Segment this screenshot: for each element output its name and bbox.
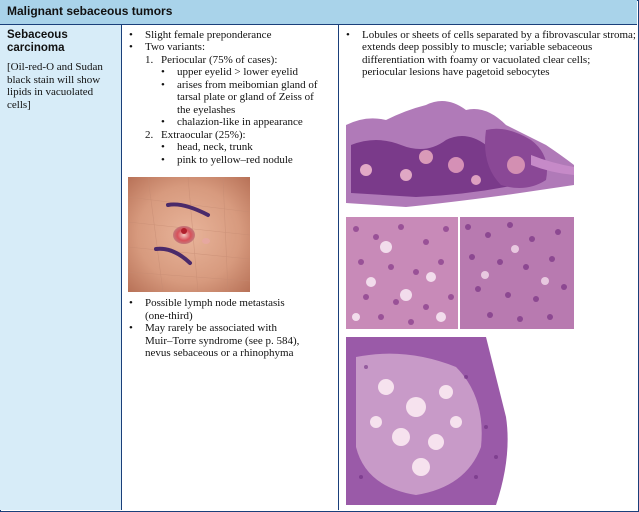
bullet: • bbox=[129, 29, 133, 41]
bullet: • bbox=[129, 297, 133, 309]
histology-column bbox=[339, 25, 637, 510]
sub-bullet: • bbox=[161, 116, 165, 128]
sub-bullet: • bbox=[161, 141, 165, 153]
histology-mid-power-image-left bbox=[346, 217, 458, 329]
two-variants-text: Two variants: bbox=[145, 41, 206, 53]
histology-low-power-image bbox=[346, 85, 574, 213]
pink-nodule-text: pink to yellow–red nodule bbox=[177, 154, 293, 166]
bullet: • bbox=[129, 41, 133, 53]
female-preponderance-text: Slight female preponderance bbox=[145, 29, 272, 41]
extraocular-text: Extraocular (25%): bbox=[161, 129, 246, 141]
upper-eyelid-text: upper eyelid > lower eyelid bbox=[177, 66, 299, 78]
list-number: 1. bbox=[145, 54, 154, 66]
stain-note: [Oil-red-O and Sudan black stain will show lipids in vacuolated cells] bbox=[7, 61, 103, 111]
chalazion-text: chalazion-like in appearance bbox=[177, 116, 303, 128]
muir-torre-text-line1: May rarely be associated with bbox=[145, 322, 277, 334]
histology-text-line1: Lobules or sheets of cells separated by a fibrovascular stroma; bbox=[362, 29, 636, 41]
lymph-node-text-line1: Possible lymph node metastasis bbox=[145, 297, 285, 309]
histology-text-line3: differentiation with foamy or vacuolated clear cells; bbox=[362, 54, 591, 66]
bullet: • bbox=[346, 29, 350, 41]
muir-torre-text-line2: Muir–Torre syndrome (see p. 584), bbox=[145, 335, 300, 347]
sub-bullet: • bbox=[161, 66, 165, 78]
sub-bullet: • bbox=[161, 79, 165, 91]
clinical-photo bbox=[128, 177, 250, 292]
lymph-node-text-line2: (one-third) bbox=[145, 310, 193, 322]
histology-text-line2: extends deep possibly to muscle; variable sebaceous bbox=[362, 41, 593, 53]
periocular-text: Periocular (75% of cases): bbox=[161, 54, 278, 66]
muir-torre-text-line3: nevus sebaceous or a rhinophyma bbox=[145, 347, 294, 359]
table-title: Malignant sebaceous tumors bbox=[7, 4, 173, 18]
clinical-column bbox=[122, 25, 339, 510]
bullet: • bbox=[129, 322, 133, 334]
head-neck-trunk-text: head, neck, trunk bbox=[177, 141, 253, 153]
table-header bbox=[0, 0, 637, 25]
histology-text-line4: periocular lesions have pagetoid sebocytes bbox=[362, 66, 550, 78]
sub-bullet: • bbox=[161, 154, 165, 166]
arises-text-line1: arises from meibomian gland of bbox=[177, 79, 318, 91]
tumor-name: Sebaceous carcinoma bbox=[7, 29, 68, 54]
tumor-name-column bbox=[0, 25, 122, 510]
histology-high-power-image bbox=[346, 337, 512, 505]
arises-text-line3: the eyelashes bbox=[177, 104, 236, 116]
histology-mid-power-image-right bbox=[460, 217, 574, 329]
list-number: 2. bbox=[145, 129, 154, 141]
arises-text-line2: tarsal plate or gland of Zeiss of bbox=[177, 91, 314, 103]
